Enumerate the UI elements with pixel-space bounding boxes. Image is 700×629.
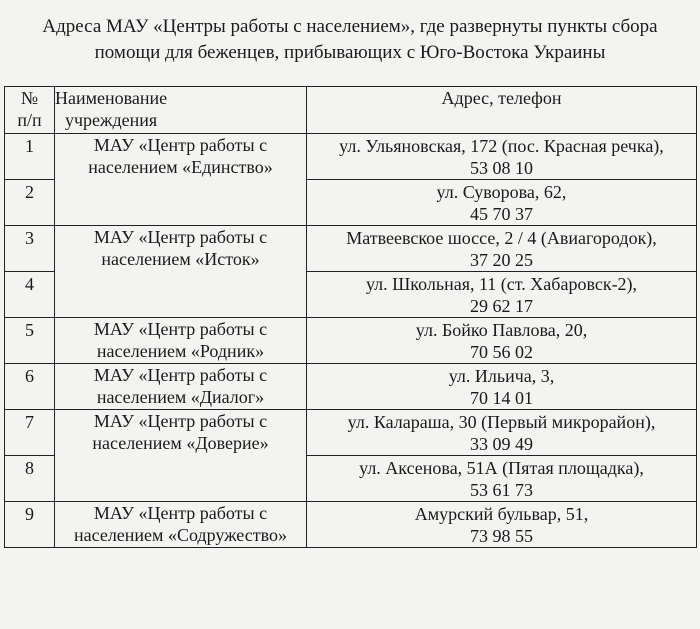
address-cell: ул. Школьная, 11 (ст. Хабаровск-2), 29 62 17: [307, 272, 697, 318]
row-number: 5: [5, 318, 55, 364]
table-row: [5, 410, 697, 456]
address-cell: ул. Ильича, 3, 70 14 01: [307, 364, 697, 410]
row-number: 9: [5, 502, 55, 548]
address-cell: Амурский бульвар, 51, 73 98 55: [307, 502, 697, 548]
institution-cell: МАУ «Центр работы с населением «Содружество»: [55, 502, 307, 548]
row-number: 2: [5, 180, 55, 226]
title-line-1: Адреса МАУ «Центры работы с населением», где развернуты пункты сбора: [42, 16, 658, 37]
address-cell: Матвеевское шоссе, 2 / 4 (Авиагородок), 37 20 25: [307, 226, 697, 272]
institution-cell: МАУ «Центр работы с населением «Диалог»: [55, 364, 307, 410]
row-number: 7: [5, 410, 55, 456]
row-number: 8: [5, 456, 55, 502]
address-cell: ул. Бойко Павлова, 20, 70 56 02: [307, 318, 697, 364]
table-row: [5, 226, 697, 272]
institution-cell: МАУ «Центр работы с населением «Родник»: [55, 318, 307, 364]
address-cell: ул. Ульяновская, 172 (пос. Красная речка), 53 08 10: [307, 134, 697, 180]
row-number: 3: [5, 226, 55, 272]
address-cell: ул. Суворова, 62, 45 70 37: [307, 180, 697, 226]
table-row: [5, 318, 697, 364]
table-header-row: [5, 87, 697, 134]
address-cell: ул. Калараша, 30 (Первый микрорайон), 33 09 49: [307, 410, 697, 456]
institution-cell: МАУ «Центр работы с населением «Единство»: [55, 134, 307, 226]
header-address: Адрес, телефон: [307, 87, 697, 134]
address-cell: ул. Аксенова, 51А (Пятая площадка), 53 61 73: [307, 456, 697, 502]
row-number: 6: [5, 364, 55, 410]
row-number: 4: [5, 272, 55, 318]
row-number: 1: [5, 134, 55, 180]
header-number: № п/п: [5, 87, 55, 134]
title-line-2: помощи для беженцев, прибывающих с Юго-Востока Украины: [94, 42, 606, 63]
table-row: [5, 364, 697, 410]
table-row: [5, 502, 697, 548]
table-row: [5, 134, 697, 180]
institution-cell: МАУ «Центр работы с населением «Доверие»: [55, 410, 307, 502]
document-title: [10, 14, 690, 66]
aid-points-table: [4, 86, 697, 548]
institution-cell: МАУ «Центр работы с населением «Исток»: [55, 226, 307, 318]
header-institution: Наименование учреждения: [55, 87, 307, 134]
